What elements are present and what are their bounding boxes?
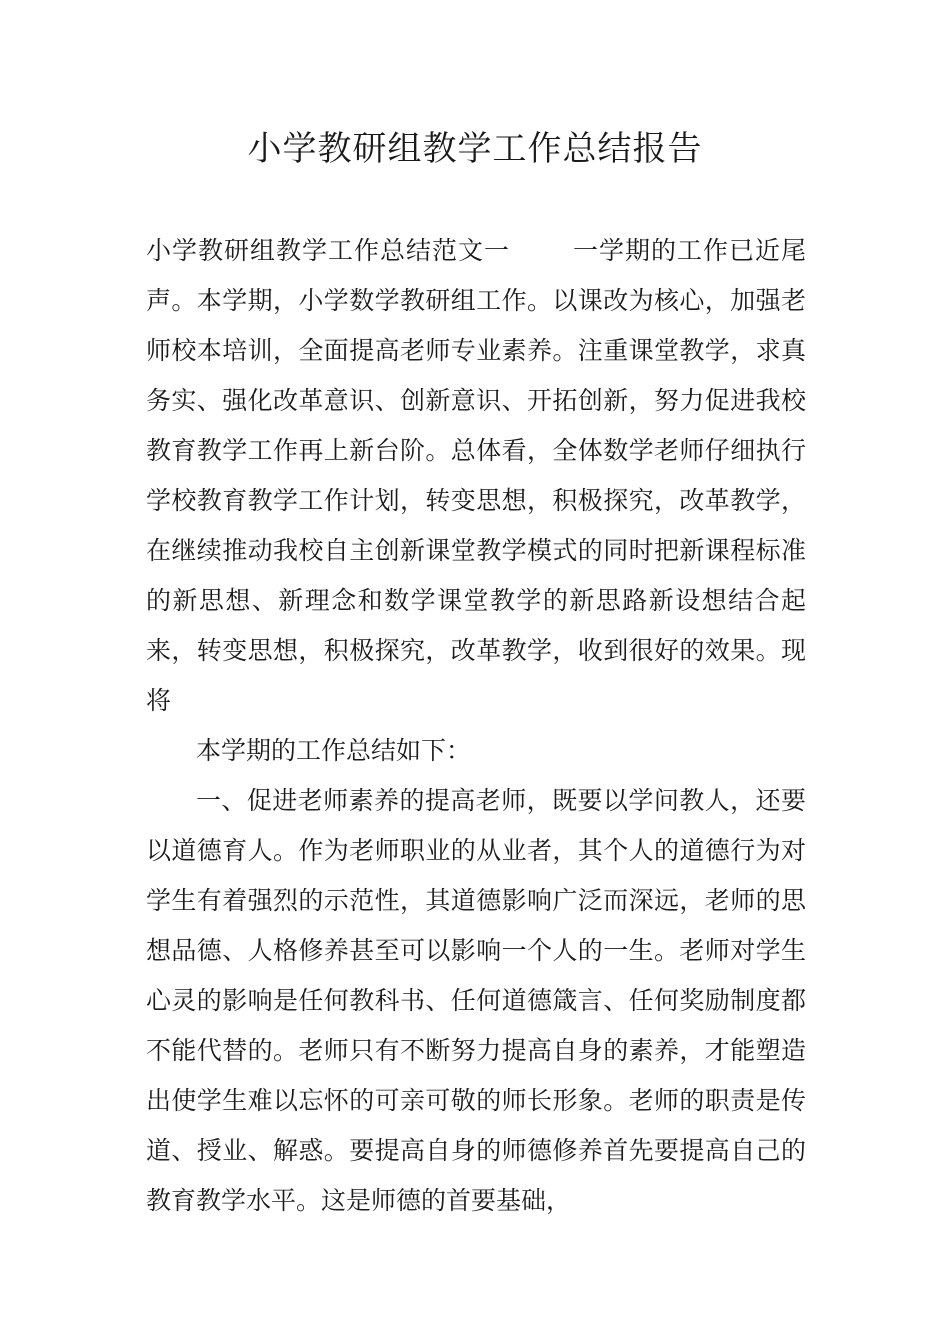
document-body: [146, 226, 806, 1226]
paragraph-intro-lead: 小学教研组教学工作总结范文一: [146, 236, 510, 265]
paragraph-intro-text: 一学期的工作已近尾声。本学期，小学数学教研组工作。以课改为核心，加强老师校本培训，全面提高老师专业素养。注重课堂教学，求真务实、强化改革意识、创新意识、开拓创新，努力促进我校教育教学工作再上新台阶。总体看，全体数学老师仔细执行学校教育教学工作计划，转变思想，积极探究，改革教学，在继续推动我校自主创新课堂教学模式的同时把新课程标准的新思想、新理念和数学课堂教学的新思路新设想结合起来，转变思想，积极探究，改革教学，收到很好的效果。现将: [146, 236, 806, 715]
paragraph-intro: [146, 226, 806, 726]
document-title: 小学教研组教学工作总结报告: [247, 129, 703, 169]
paragraph-summary-heading: 本学期的工作总结如下：: [196, 736, 472, 765]
paragraph-section-one: 一、促进老师素养的提高老师，既要以学问教人，还要以道德育人。作为老师职业的从业者，其个人的道德行为对学生有着强烈的示范性，其道德影响广泛而深远，老师的思想品德、人格修养甚至可以影响一个人的一生。老师对学生心灵的影响是任何教科书、任何道德箴言、任何奖励制度都不能代替的。老师只有不断努力提高自身的素养，才能塑造出使学生难以忘怀的可亲可敬的师长形象。老师的职责是传道、授业、解惑。要提高自身的师德修养首先要提高自己的教育教学水平。这是师德的首要基础，: [146, 786, 806, 1215]
